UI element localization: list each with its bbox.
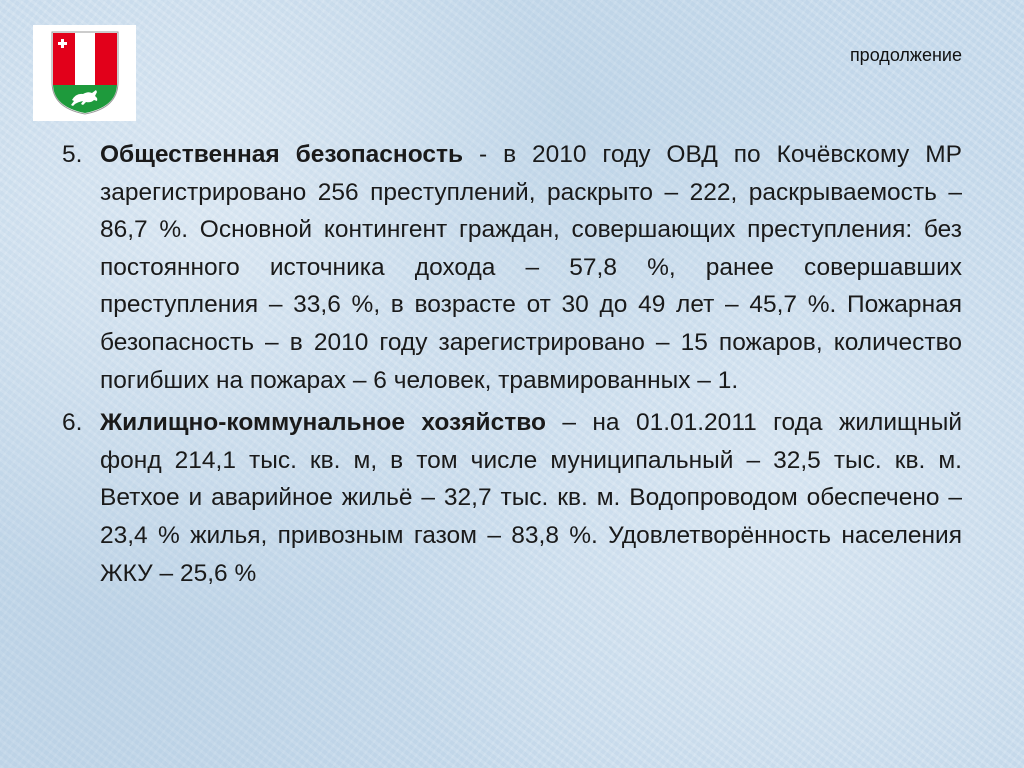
- list-item: [62, 136, 962, 399]
- item-title: Жилищно-коммунальное хозяйство: [100, 409, 546, 437]
- item-body: [100, 404, 962, 592]
- coat-of-arms-icon-shape: [50, 30, 120, 116]
- coat-of-arms-icon: [33, 25, 136, 121]
- item-title: Общественная безопасность: [100, 141, 464, 168]
- list-item: [62, 404, 962, 592]
- item-number: 6.: [62, 409, 83, 437]
- item-text: - в 2010 году ОВД по Кочёвскому МР зарегистрировано 256 преступлений, раскрыто – 222, раскрываемость – 86,7 %. Основной контингент граждан, совершающих преступления: без постоянного источника дохода – 57,8 %, ранее совершавших преступления – 33,6 %, в возрасте от 30 до 49 лет – 45,7 %. Пожарная безопасность – в 2010 году зарегистрировано – 15 пожаров, количество погибших на пожарах – 6 человек, травмированных – 1.: [100, 141, 962, 394]
- item-number: 5.: [62, 141, 83, 168]
- continuation-label: продолжение: [849, 45, 962, 65]
- item-body: [100, 136, 962, 399]
- item-text: – на 01.01.2011 года жилищный фонд 214,1 тыс. кв. м, в том числе муниципальный – 32,5 тыс. кв. м. Ветхое и аварийное жильё – 32,7 тыс. кв. м. Водопроводом обеспечено – 23,4 % жилья, привозным газом – 83,8 %. Удовлетворённость населения ЖКУ – 25,6 %: [100, 409, 963, 587]
- main-content: [62, 136, 962, 592]
